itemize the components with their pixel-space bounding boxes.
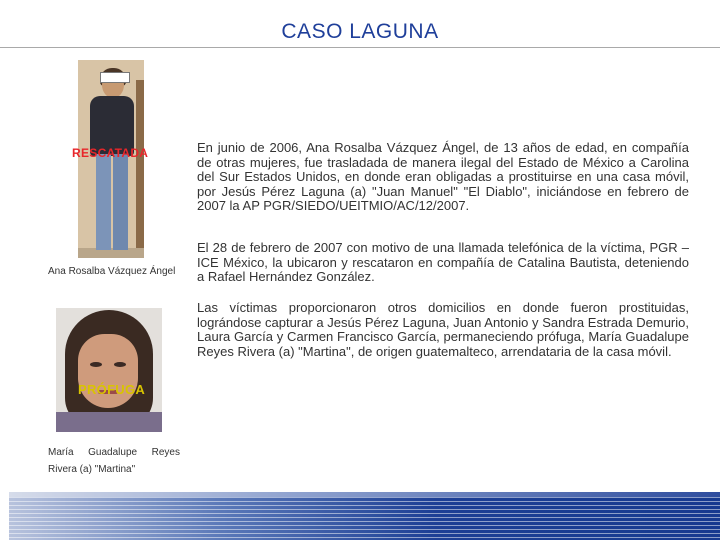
victim-caption: Ana Rosalba Vázquez Ángel [48, 266, 176, 277]
fugitive-shirt [56, 412, 162, 432]
victim-leg-right [113, 154, 128, 250]
paragraph-arrests: Las víctimas proporcionaron otros domicilios en donde fueron prostituidas, lográndose capturar a Jesús Pérez Laguna, Juan Antonio y Sandra Estrada Demurio, Laura García y Carmen Francisco García, permaneciendo prófuga, María Guadalupe Reyes Rivera (a) "Martina", de origen guatemalteco, arrendataria de la casa móvil. [197, 300, 689, 359]
fugitive-caption: María Guadalupe Reyes Rivera (a) "Martina" [48, 447, 180, 475]
footer-band [9, 497, 720, 540]
photo-floor [78, 248, 144, 258]
photo-background-door [136, 80, 144, 258]
victim-leg-left [96, 154, 111, 250]
slide-title: CASO LAGUNA [281, 20, 439, 43]
title-divider [0, 47, 720, 48]
fugitive-eye-left [90, 362, 102, 367]
fugitive-stamp: PRÓFUGA [78, 382, 146, 397]
paragraph-case-summary: En junio de 2006, Ana Rosalba Vázquez Ángel, de 13 años de edad, en compañía de otras mujeres, fue trasladada de manera ilegal del Estado de México a Carolina del Sur Estados Unidos, en donde eran obligadas a prostituirse en una casa móvil, por Jesús Pérez Laguna (a) "Juan Manuel" "El Diablo", iniciándose en febrero de 2007 la AP PGR/SIEDO/UEITMIO/AC/12/2007. [197, 140, 689, 214]
paragraph-rescue: El 28 de febrero de 2007 con motivo de una llamada telefónica de la víctima, PGR – ICE México, la ubicaron y rescataron en compañía de Catalina Bautista, deteniendo a Rafael Hernández González. [197, 240, 689, 285]
eye-censor-bar [100, 72, 130, 83]
fugitive-eye-right [114, 362, 126, 367]
fugitive-photo [56, 308, 162, 432]
rescued-stamp: RESCATADA [72, 146, 149, 160]
